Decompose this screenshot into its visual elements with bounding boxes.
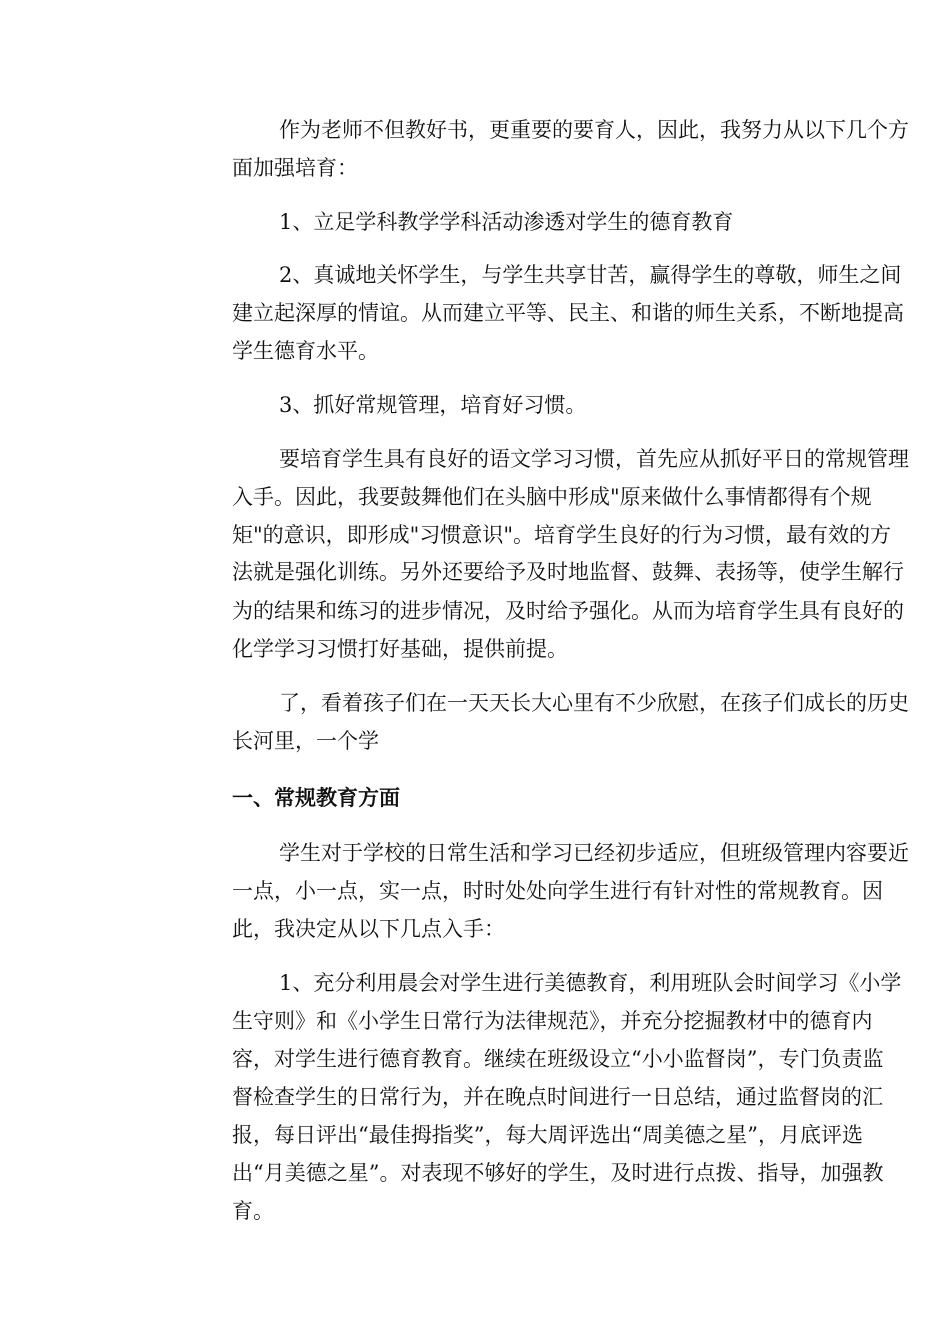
paragraph-line: 出“月美德之星”。对表现不够好的学生，及时进行点拨、指导，加强教 (232, 1161, 884, 1185)
paragraph-line: 作为老师不但教好书，更重要的要育人，因此，我努力从以下几个方 (279, 118, 909, 142)
paragraph-line: 育。 (232, 1199, 274, 1223)
paragraph-line: 此，我决定从以下几点入手： (232, 917, 505, 941)
paragraph-line: 容，对学生进行德育教育。继续在班级设立“小小监督岗”，专门负责监 (232, 1047, 884, 1071)
paragraph-line: 要培育学生具有良好的语文学习习惯，首先应从抓好平日的常规管理 (279, 447, 909, 471)
section-heading: 一、常规教育方面 (232, 786, 400, 810)
paragraph-line: 报，每日评出“最佳拇指奖”，每大周评选出“周美德之星”，月底评选 (232, 1123, 863, 1147)
paragraph-line: 3、抓好常规管理，培育好习惯。 (279, 393, 587, 417)
paragraph-line: 为的结果和练习的进步情况，及时给予强化。从而为培育学生具有良好的 (232, 599, 904, 623)
paragraph-line: 面加强培育： (232, 156, 358, 180)
paragraph-line: 矩"的意识，即形成"习惯意识"。培育学生良好的行为习惯，最有效的方 (232, 523, 891, 547)
paragraph-line: 2、真诚地关怀学生，与学生共享甘苦，赢得学生的尊敬，师生之间 (279, 263, 902, 287)
paragraph-line: 建立起深厚的情谊。从而建立平等、民主、和谐的师生关系，不断地提高 (232, 301, 904, 325)
paragraph-line: 1、充分利用晨会对学生进行美德教育，利用班队会时间学习《小学 (279, 971, 902, 995)
paragraph-line: 入手。因此，我要鼓舞他们在头脑中形成"原来做什么事情都得有个规 (232, 485, 872, 509)
paragraph-line: 1、立足学科教学学科活动渗透对学生的德育教育 (279, 210, 734, 234)
paragraph-line: 化学学习习惯打好基础，提供前提。 (232, 637, 568, 661)
paragraph-line: 督检查学生的日常行为，并在晚点时间进行一日总结，通过监督岗的汇 (232, 1085, 883, 1109)
paragraph-line: 一点，小一点，实一点，时时处处向学生进行有针对性的常规教育。因 (232, 879, 883, 903)
paragraph-line: 生守则》和《小学生日常行为法律规范》，并充分挖掘教材中的德育内 (232, 1009, 873, 1033)
paragraph-line: 法就是强化训练。另外还要给予及时地监督、鼓舞、表扬等，使学生解行 (232, 560, 904, 584)
paragraph-line: 了，看着孩子们在一天天长大心里有不少欣慰，在孩子们成长的历史 (279, 691, 909, 715)
paragraph-line: 学生德育水平。 (232, 339, 379, 363)
paragraph-line: 学生对于学校的日常生活和学习已经初步适应，但班级管理内容要近 (279, 841, 909, 865)
paragraph-line: 长河里，一个学 (232, 729, 379, 753)
